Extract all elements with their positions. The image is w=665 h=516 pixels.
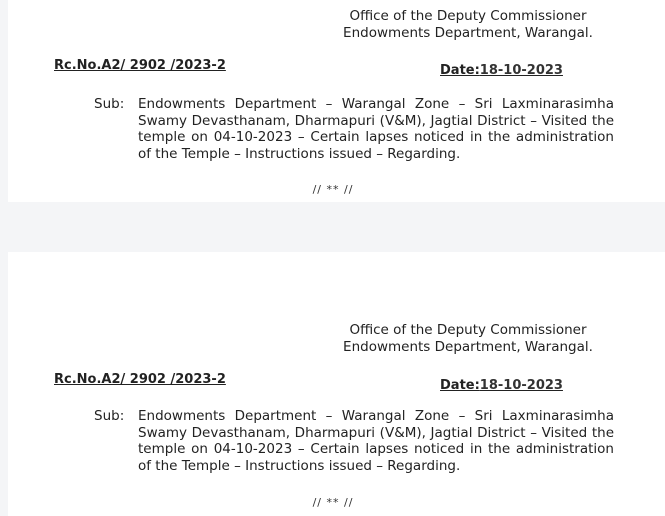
date-value: 18-10-2023 — [479, 378, 563, 393]
date-value: 18-10-2023 — [479, 63, 563, 78]
office-line-2: Endowments Department, Warangal. — [343, 25, 593, 41]
page-gap — [0, 202, 665, 252]
subject-label: Sub: — [94, 96, 125, 112]
subject-text: Endowments Department – Warangal Zone – Sri Laxminarasimha Swamy Devasthanam, Dharmapuri (V&M), Jagtial District – Visited the temple on 04-10-2023 – Certain lapses noticed in the administration of the Temple – Instructions issued – Regarding. — [138, 408, 614, 474]
subject-text: Endowments Department – Warangal Zone – Sri Laxminarasimha Swamy Devasthanam, Dharmapuri (V&M), Jagtial District – Visited the temple on 04-10-2023 – Certain lapses noticed in the administration of the Temple – Instructions issued – Regarding. — [138, 96, 614, 162]
document-date — [440, 63, 563, 78]
date-label: Date: — [440, 378, 480, 393]
date-label: Date: — [440, 63, 480, 78]
office-line-1: Office of the Deputy Commissioner — [349, 8, 587, 24]
reference-number: Rc.No.A2/ 2902 /2023-2 — [54, 372, 226, 387]
reference-number: Rc.No.A2/ 2902 /2023-2 — [54, 58, 226, 73]
document-page-2 — [8, 252, 665, 516]
office-line-2: Endowments Department, Warangal. — [343, 339, 593, 355]
subject-label: Sub: — [94, 408, 125, 424]
document-page-1 — [8, 0, 665, 202]
office-line-1: Office of the Deputy Commissioner — [349, 322, 587, 338]
office-header — [333, 8, 603, 42]
office-header — [333, 322, 603, 356]
separator-mark: // ** // — [312, 496, 354, 509]
document-date — [440, 378, 563, 393]
separator-mark: // ** // — [312, 183, 354, 196]
